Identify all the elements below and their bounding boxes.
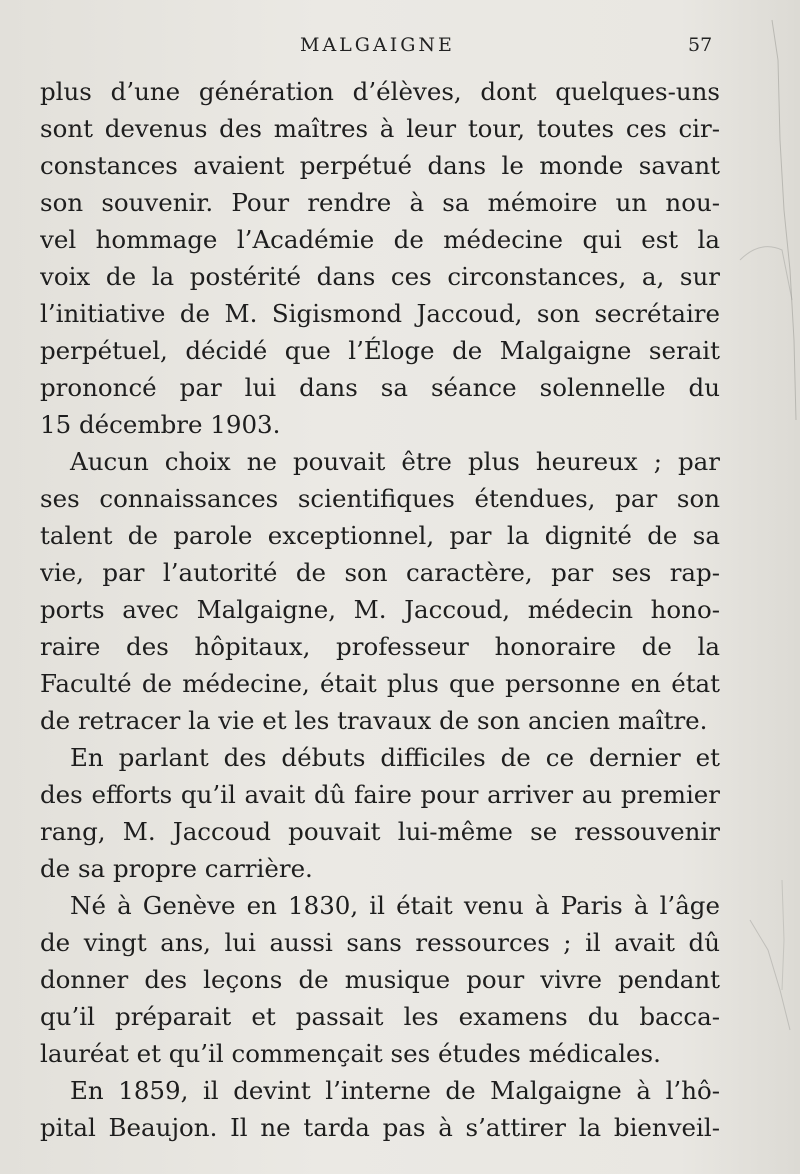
pencil-margin-marks (720, 0, 800, 1174)
text-line: des efforts qu’il avait dû faire pour arriver au premier (40, 780, 720, 809)
text-line: de sa propre carrière. (40, 854, 313, 883)
page-number: 57 (688, 34, 713, 56)
text-line: 15 décembre 1903. (40, 410, 281, 439)
text-line: son souvenir. Pour rendre à sa mémoire un nou- (40, 188, 720, 217)
text-line: donner des leçons de musique pour vivre pendant (40, 965, 720, 994)
text-line: plus d’une génération d’élèves, dont quelques-uns (40, 77, 720, 106)
text-line: lauréat et qu’il commençait ses études médicales. (40, 1039, 661, 1068)
text-line: l’initiative de M. Sigismond Jaccoud, son secrétaire (40, 299, 720, 328)
text-line: ses connaissances scientifiques étendues, par son (40, 484, 720, 513)
page-header (0, 34, 800, 64)
text-line: Aucun choix ne pouvait être plus heureux ; par (70, 447, 720, 476)
text-line: constances avaient perpétué dans le monde savant (40, 151, 720, 180)
text-line: talent de parole exceptionnel, par la dignité de sa (40, 521, 720, 550)
body-text (40, 73, 720, 1146)
text-line: vie, par l’autorité de son caractère, par ses rap- (40, 558, 720, 587)
text-line: pital Beaujon. Il ne tarda pas à s’attirer la bienveil- (40, 1113, 720, 1142)
text-line: de vingt ans, lui aussi sans ressources ; il avait dû (40, 928, 720, 957)
text-line: En 1859, il devint l’interne de Malgaigne à l’hô- (70, 1076, 720, 1105)
text-line: perpétuel, décidé que l’Éloge de Malgaigne serait (40, 336, 720, 365)
text-line: En parlant des débuts difficiles de ce dernier et (70, 743, 720, 772)
text-line: vel hommage l’Académie de médecine qui est la (40, 225, 720, 254)
text-line: raire des hôpitaux, professeur honoraire de la (40, 632, 720, 661)
text-line: voix de la postérité dans ces circonstances, a, sur (40, 262, 720, 291)
text-line: prononcé par lui dans sa séance solennelle du (40, 373, 720, 402)
text-line: rang, M. Jaccoud pouvait lui-même se ressouvenir (40, 817, 720, 846)
text-line: de retracer la vie et les travaux de son ancien maître. (40, 706, 708, 735)
text-line: ports avec Malgaigne, M. Jaccoud, médecin hono- (40, 595, 720, 624)
text-line: qu’il préparait et passait les examens du bacca- (40, 1002, 720, 1031)
text-line: Né à Genève en 1830, il était venu à Paris à l’âge (70, 891, 720, 920)
text-line: sont devenus des maîtres à leur tour, toutes ces cir- (40, 114, 720, 143)
running-head: MALGAIGNE (300, 34, 455, 56)
text-line: Faculté de médecine, était plus que personne en état (40, 669, 720, 698)
